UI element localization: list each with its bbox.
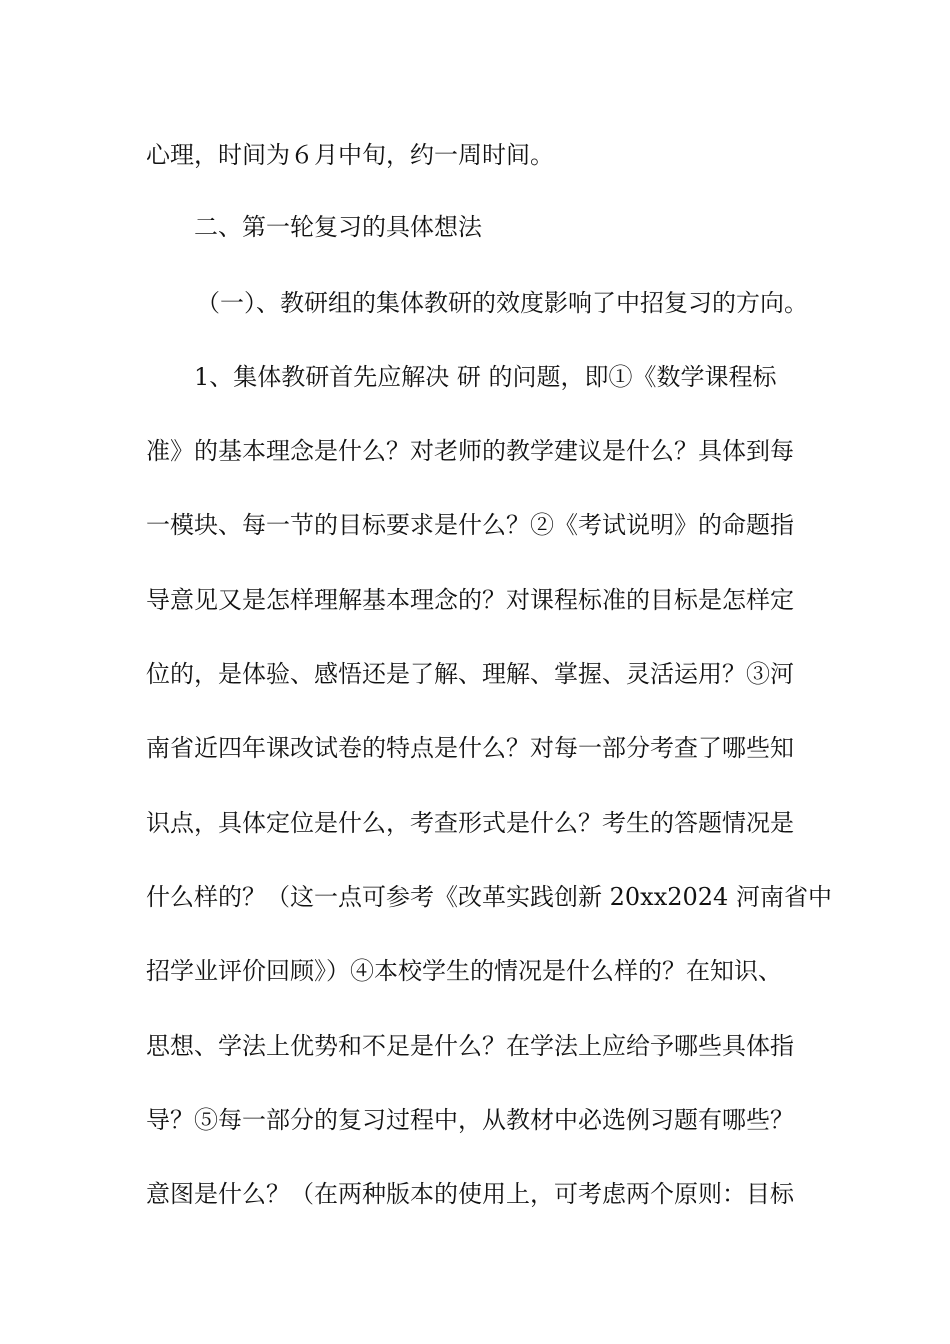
paragraph-line-7: 导意见又是怎样理解基本理念的？对课程标准的目标是怎样定 bbox=[146, 586, 794, 614]
paragraph-line-13: 思想、学法上优势和不足是什么？在学法上应给予哪些具体指 bbox=[146, 1032, 794, 1060]
paragraph-line-9: 南省近四年课改试卷的特点是什么？对每一部分考查了哪些知 bbox=[146, 734, 794, 762]
paragraph-line-15: 意图是什么？（在两种版本的使用上，可考虑两个原则：目标 bbox=[146, 1180, 794, 1208]
paragraph-line-8: 位的，是体验、感悟还是了解、理解、掌握、灵活运用？③河 bbox=[146, 660, 794, 688]
paragraph-line-6: 一模块、每一节的目标要求是什么？②《考试说明》的命题指 bbox=[146, 511, 794, 539]
paragraph-line-10: 识点，具体定位是什么，考查形式是什么？考生的答题情况是 bbox=[146, 809, 794, 837]
paragraph-line-11: 什么样的？（这一点可参考《改革实践创新 20xx2024 河南省中 bbox=[146, 883, 832, 911]
section-heading: 二、第一轮复习的具体想法 bbox=[194, 213, 482, 241]
paragraph-line-12: 招学业评价回顾》）④本校学生的情况是什么样的？在知识、 bbox=[146, 957, 782, 985]
paragraph-line-4: 1、集体教研首先应解决 研 的问题，即①《数学课程标 bbox=[194, 363, 777, 391]
subsection-heading: （一）、教研组的集体教研的效度影响了中招复习的方向。 bbox=[196, 289, 808, 317]
paragraph-line-14: 导？⑤每一部分的复习过程中，从教材中必选例习题有哪些？ bbox=[146, 1106, 794, 1134]
paragraph-line-5: 准》的基本理念是什么？对老师的教学建议是什么？具体到每 bbox=[146, 437, 794, 465]
paragraph-line-1: 心理，时间为６月中旬，约一周时间。 bbox=[146, 141, 554, 169]
